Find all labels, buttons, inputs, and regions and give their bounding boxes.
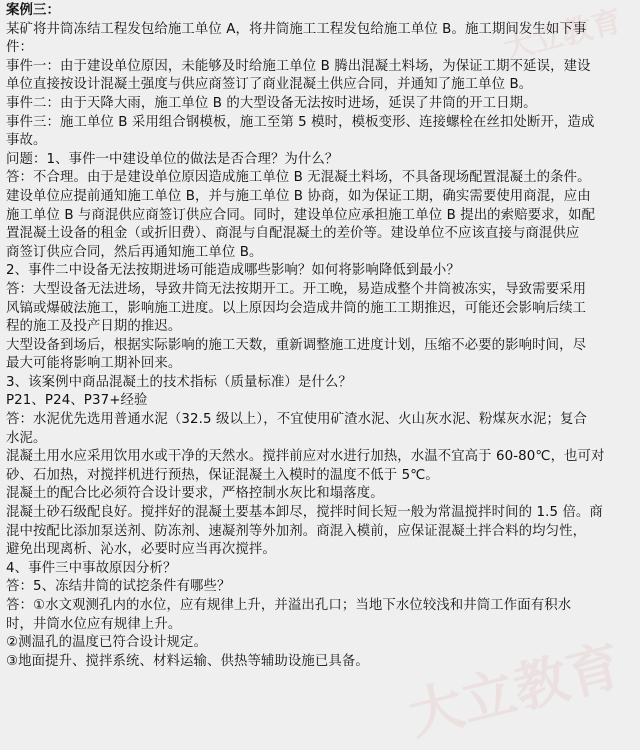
text-line: 商签订供应合同，然后再通知施工单位 B。	[6, 244, 263, 260]
text-line: 事故。	[6, 133, 47, 149]
text-line: 答：5、冻结井筒的试挖条件有哪些？	[6, 579, 231, 595]
case-title: 案例三：	[6, 3, 60, 18]
text-line: P21、P24、P37+经验	[6, 393, 148, 409]
document-body	[6, 21, 634, 672]
text-line: 答：①水文观测孔内的水位，应有规律上升，并溢出孔口；当地下水位较浅和井筒工作面有积水	[6, 598, 572, 613]
text-line: 避免出现离析、沁水，必要时应当再次搅拌。	[6, 542, 276, 558]
text-line: 混凝土的配合比必须符合设计要求，严格控制水灰比和塌落度。	[6, 486, 384, 502]
text-line: 事件二：由于天降大雨，施工单位 B 的大型设备无法按时进场，延误了井筒的开工日期。	[6, 95, 537, 111]
text-line: 2、事件二中设备无法按期进场可能造成哪些影响？如何将影响降低到最小？	[6, 263, 460, 279]
watermark-bottom: 大立教育	[402, 632, 628, 748]
text-line: 事件三：施工单位 B 采用组合钢模板，施工至第 5 模时，模板变形、连接螺栓在丝扣处断开，造成	[6, 114, 595, 130]
text-line: 4、事件三中事故原因分析？	[6, 560, 177, 576]
text-line: 3、该案例中商品混凝土的技术指标（质量标准）是什么？	[6, 374, 352, 390]
text-line: 混凝土砂石级配良好。搅拌好的混凝土要基本卸尽，搅拌时间长短一般为常温搅拌时间的 1.5 倍。商	[6, 505, 603, 521]
text-line: 件：	[6, 40, 33, 56]
text-line: 风镐或爆破法施工，影响施工进度。以上原因均会造成井筒的施工工期推迟，可能还会影响后续工	[6, 300, 587, 316]
text-line: 事件一：由于建设单位原因，未能够及时给施工单位 B 腾出混凝土料场，为保证工期不延误，建设	[6, 58, 591, 74]
text-line: 混中按配比添加泵送剂、防冻剂、速凝剂等外加剂。商混入模前，应保证混凝土拌合料的均匀性，	[6, 523, 587, 539]
text-line: 答：不合理。由于是建设单位原因造成施工单位 B 无混凝土料场，不具备现场配置混凝土的条件。	[6, 170, 591, 186]
text-line: 某矿将井筒冻结工程发包给施工单位 A，将井筒施工工程发包给施工单位 B。施工期间发生如下事	[6, 21, 587, 37]
text-line: 程的施工及投产日期的推迟。	[6, 319, 182, 335]
text-line: 建设单位应提前通知施工单位 B，并与施工单位 B 协商，如为保证工期，确实需要使用商混，应由	[6, 188, 591, 204]
text-line: 置混凝土设备的租金（或折旧费）、商混与自配混凝土的差价等。建设单位不应该直接与商混供应	[6, 226, 580, 242]
text-line: 混凝土用水应采用饮用水或干净的天然水。搅拌前应对水进行加热，水温不宜高于 60-80℃，也可对	[6, 449, 605, 465]
text-line: ②测温孔的温度已符合设计规定。	[6, 635, 207, 651]
text-line: 水泥。	[6, 430, 47, 446]
text-line: ③地面提升、搅拌系统、材料运输、供热等辅助设施已具备。	[6, 653, 369, 669]
text-line: 砂、石加热，对搅拌机进行预热，保证混凝土入模时的温度不低于 5℃。	[6, 467, 439, 483]
text-line: 问题：1、事件一中建设单位的做法是否合理？为什么？	[6, 151, 339, 167]
text-line: 施工单位 B 与商混供应商签订供应合同。同时，建设单位应承担施工单位 B 提出的索赔要求，如配	[6, 207, 596, 223]
text-line: 时，井筒水位应有规律上升。	[6, 616, 182, 632]
text-line: 最大可能将影响工期补回来。	[6, 356, 182, 372]
watermark-top: 大立教育	[500, 3, 626, 67]
text-line: 大型设备到场后，根据实际影响的施工天数，重新调整施工进度计划，压缩不必要的影响时间，尽	[6, 337, 587, 353]
text-line: 单位直接按设计混凝土强度与供应商签订了商业混凝土供应合同，并通知了施工单位 B。	[6, 77, 533, 93]
text-line: 答：水泥优先选用普通水泥（32.5 级以上），不宜使用矿渣水泥、火山灰水泥、粉煤灰水泥；复合	[6, 412, 587, 428]
text-line: 答：大型设备无法进场，导致井筒无法按期开工。开工晚，易造成整个井筒被冻实，导致需要采用	[6, 281, 587, 297]
